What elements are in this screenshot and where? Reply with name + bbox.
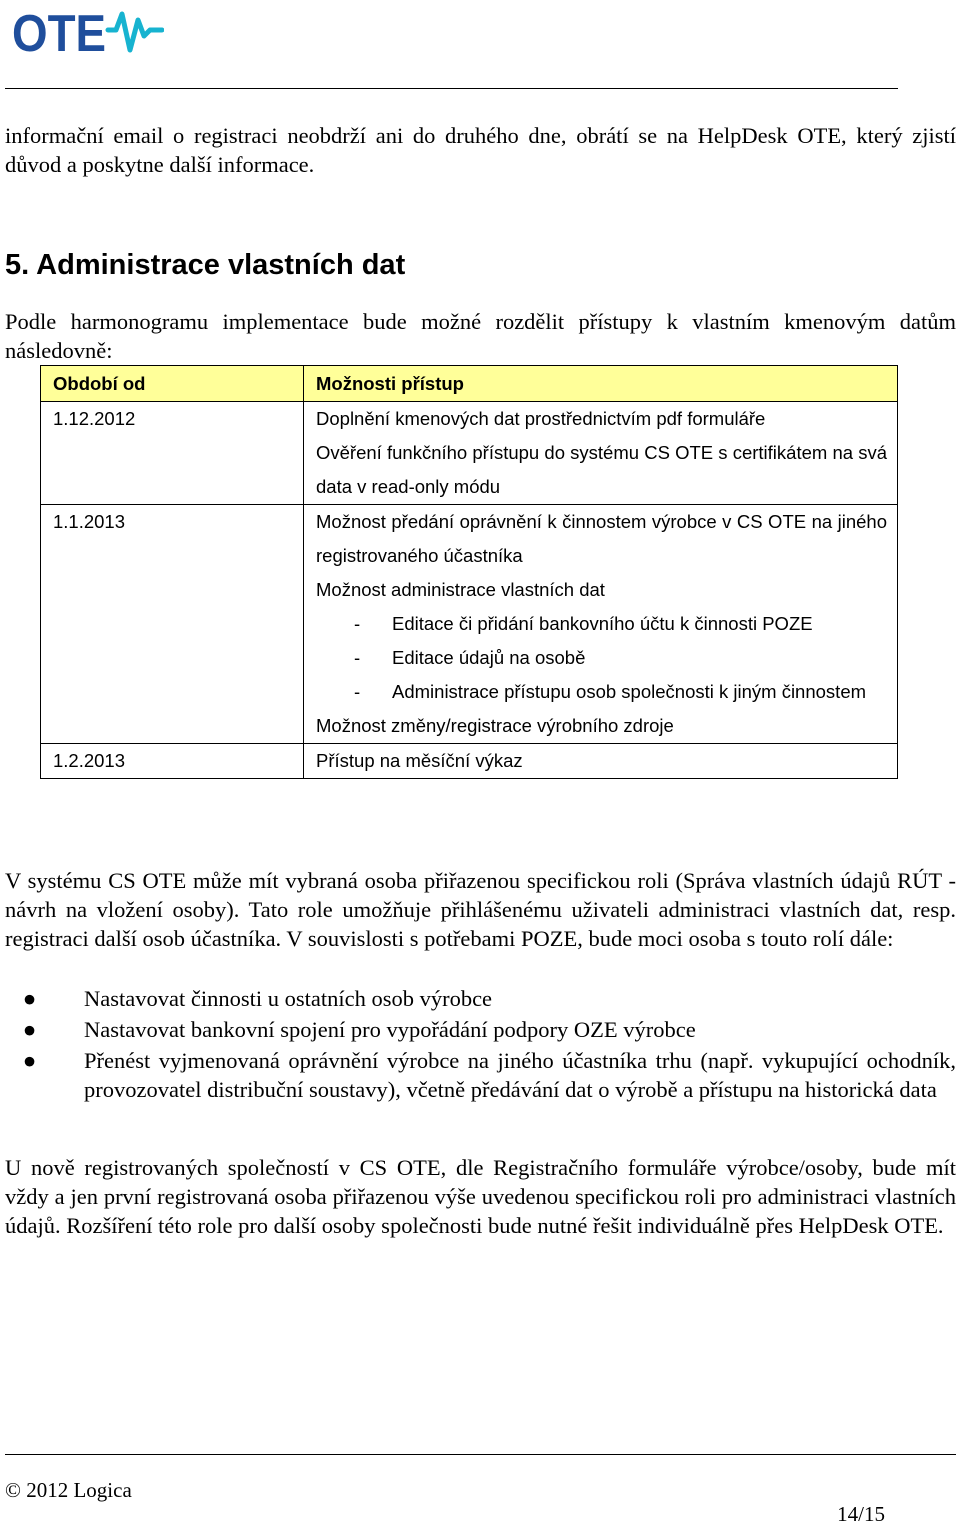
bullet-icon: ● <box>22 1017 37 1042</box>
access-line: Ověření funkčního přístupu do systému CS OTE s certifikátem na svá data v read-only módu <box>316 442 887 497</box>
page-number: 14/15 <box>837 1502 885 1526</box>
access-schedule-table <box>40 365 898 779</box>
intro-paragraph: informační email o registraci neobdrží ani do druhého dne, obrátí se na HelpDesk OTE, který zjistí důvod a poskytne další informace. <box>5 123 956 177</box>
list-item: ● Přenést vyjmenovaná oprávnění výrobce na jiného účastníka trhu (např. vykupující ochodník, provozovatel distribuční soustavy), včetně předávání dat o výrobě a přístupu na historická data <box>5 1046 956 1104</box>
row-date: 1.2.2013 <box>41 744 304 779</box>
logo-wave-icon <box>108 14 162 50</box>
row-date: 1.12.2012 <box>41 402 304 505</box>
table-row <box>41 505 898 744</box>
ote-logo <box>12 6 164 56</box>
table-header-row <box>41 366 898 402</box>
row-date: 1.1.2013 <box>41 505 304 744</box>
bullet-icon: ● <box>22 1048 37 1073</box>
bullet-icon: ● <box>22 986 37 1011</box>
list-item: ● Nastavovat činnosti u ostatních osob výrobce <box>5 984 956 1013</box>
sub-item-text: Editace či přidání bankovního účtu k činnosti POZE <box>392 613 813 634</box>
row-access <box>304 402 898 505</box>
row-access <box>304 505 898 744</box>
footer-rule <box>5 1454 956 1455</box>
role-paragraph: V systému CS OTE může mít vybraná osoba přiřazenou specifickou roli (Správa vlastních údajů RÚT - návrh na vložení osoby). Tato role umožňuje přihlášenému uživateli administraci vlastních dat, resp. registraci další osob účastníka. V souvislosti s potřebami POZE, bude moci osoba s touto rolí dále: <box>5 868 956 951</box>
harmonogram-paragraph: Podle harmonogramu implementace bude možné rozdělit přístupy k vlastním kmenovým datům následovně: <box>5 309 956 363</box>
list-item: ● Nastavovat bankovní spojení pro vypořádání podpory OZE výrobce <box>5 1015 956 1044</box>
ote-logo-graphic <box>12 6 164 56</box>
row-access: Přístup na měsíční výkaz <box>304 744 898 779</box>
footer-copyright: © 2012 Logica <box>5 1478 132 1502</box>
header-rule <box>5 88 898 89</box>
registration-paragraph: U nově registrovaných společností v CS OTE, dle Registračního formuláře výrobce/osoby, bude mít vždy a jen první registrovaná osoba přiřazenou výše uvedenou specifickou roli pro administraci vlastních údajů. Rozšíření této role pro další osoby společnosti bude nutné řešit individuálně přes HelpDesk OTE. <box>5 1155 956 1238</box>
access-line: Možnost administrace vlastních dat <box>316 579 605 600</box>
sub-item-text: Administrace přístupu osob společnosti k jiným činnostem <box>392 681 867 702</box>
column-header-access: Možnosti přístup <box>304 366 898 402</box>
column-header-period: Období od <box>41 366 304 402</box>
sub-item: - Editace údajů na osobě <box>316 641 887 675</box>
sub-item: - Editace či přidání bankovního účtu k činnosti POZE <box>316 607 887 641</box>
table-row <box>41 744 898 779</box>
sub-item: - Administrace přístupu osob společnosti k jiným činnostem <box>316 675 887 709</box>
section-heading: 5. Administrace vlastních dat <box>5 249 406 281</box>
access-line: Možnost předání oprávnění k činnostem výrobce v CS OTE na jiného registrovaného účastníka <box>316 511 887 566</box>
table-row <box>41 402 898 505</box>
role-capabilities-list <box>5 984 956 1106</box>
sub-item-text: Editace údajů na osobě <box>392 647 586 668</box>
access-line: Možnost změny/registrace výrobního zdroje <box>316 715 674 736</box>
logo-text: OTE <box>12 6 106 56</box>
access-line: Doplnění kmenových dat prostřednictvím pdf formuláře <box>316 408 766 429</box>
